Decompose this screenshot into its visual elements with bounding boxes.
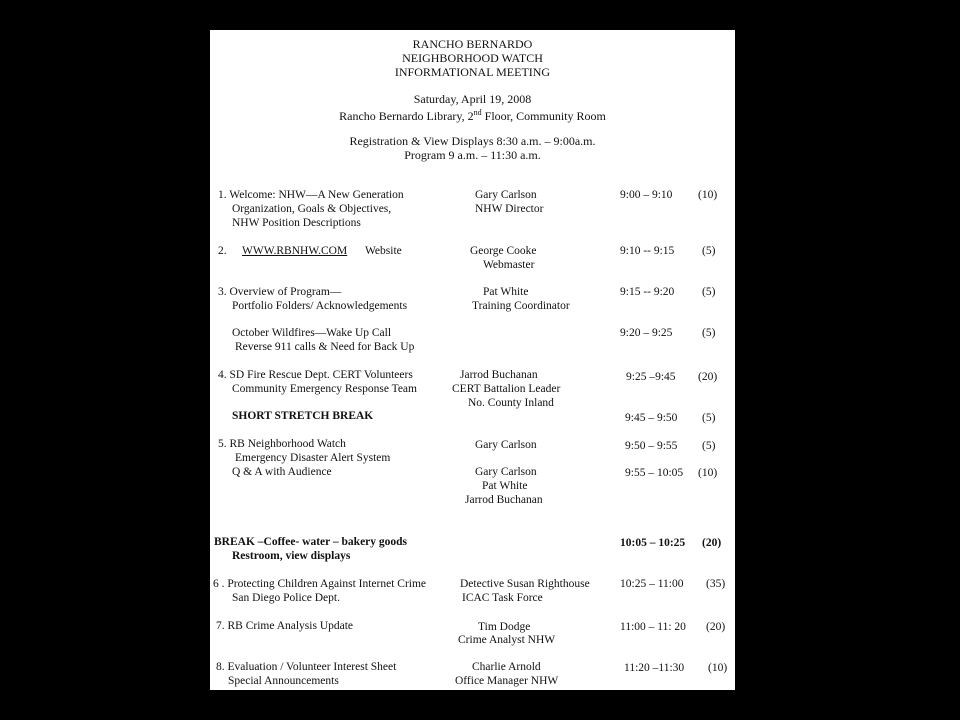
item-4-presenter: Jarrod Buchanan xyxy=(460,369,538,381)
program-line: Program 9 a.m. – 11:30 a.m. xyxy=(404,148,541,162)
item-6-presenter: Detective Susan Righthouse xyxy=(460,578,590,590)
qa-presenter-1: Gary Carlson xyxy=(475,466,537,478)
item-5-presenter: Gary Carlson xyxy=(475,439,537,451)
item-3-time: 9:15 -- 9:20 xyxy=(620,286,675,298)
item-5-title: 5. RB Neighborhood Watch xyxy=(218,438,346,450)
item-5-duration: (5) xyxy=(702,440,716,452)
item-1-title: 1. Welcome: NHW—A New Generation xyxy=(218,189,404,201)
item-8-time: 11:20 –11:30 xyxy=(624,662,685,674)
item-8-title: 8. Evaluation / Volunteer Interest Sheet xyxy=(216,661,397,673)
item-7-title: 7. RB Crime Analysis Update xyxy=(216,620,354,632)
wildfires-duration: (5) xyxy=(702,327,716,339)
venue-pre: Rancho Bernardo Library, 2 xyxy=(339,109,474,123)
item-1-time: 9:00 – 9:10 xyxy=(620,189,673,201)
item-3-presenter: Pat White xyxy=(483,286,529,298)
item-5-time: 9:50 – 9:55 xyxy=(625,440,678,452)
item-3-duration: (5) xyxy=(702,286,716,298)
item-2-title: Website xyxy=(365,245,402,257)
meeting-date: Saturday, April 19, 2008 xyxy=(413,92,532,106)
item-8-presenter-role: Office Manager NHW xyxy=(455,675,559,687)
item-4-duration: (20) xyxy=(698,371,718,383)
registration-line: Registration & View Displays 8:30 a.m. – 9:00a.m. xyxy=(349,134,596,148)
item-4-presenter-role: CERT Battalion Leader xyxy=(452,383,561,395)
wildfires-title: October Wildfires—Wake Up Call xyxy=(232,327,392,339)
stretch-break-duration: (5) xyxy=(702,412,716,424)
item-2-number: 2. xyxy=(218,245,227,257)
item-2-duration: (5) xyxy=(702,245,716,257)
item-8-line-2: Special Announcements xyxy=(228,675,339,687)
item-6-presenter-role: ICAC Task Force xyxy=(462,592,543,604)
item-3-title: 3. Overview of Program— xyxy=(218,286,342,298)
title-line-2: NEIGHBORHOOD WATCH xyxy=(402,51,543,65)
item-1-line-3: NHW Position Descriptions xyxy=(232,217,361,229)
item-6-duration: (35) xyxy=(706,578,726,590)
qa-duration: (10) xyxy=(698,467,718,479)
item-1-presenter: Gary Carlson xyxy=(475,189,537,201)
qa-title: Q & A with Audience xyxy=(232,466,332,478)
item-7-duration: (20) xyxy=(706,621,726,633)
item-5-line-2: Emergency Disaster Alert System xyxy=(235,452,391,464)
website-link[interactable]: WWW.RBNHW.COM xyxy=(242,245,348,257)
item-2-presenter: George Cooke xyxy=(470,245,537,257)
venue-post: Floor, Community Room xyxy=(481,109,606,123)
qa-presenter-2: Pat White xyxy=(482,480,528,492)
title-line-1: RANCHO BERNARDO xyxy=(412,37,533,51)
item-1-duration: (10) xyxy=(698,189,718,201)
wildfires-time: 9:20 – 9:25 xyxy=(620,327,673,339)
item-8-duration: (10) xyxy=(708,662,728,674)
wildfires-line-2: Reverse 911 calls & Need for Back Up xyxy=(235,341,415,353)
item-7-presenter: Tim Dodge xyxy=(478,621,531,633)
item-3-line-2: Portfolio Folders/ Acknowledgements xyxy=(232,300,408,312)
item-4-title: 4. SD Fire Rescue Dept. CERT Volunteers xyxy=(218,369,413,381)
item-8-presenter: Charlie Arnold xyxy=(472,661,541,673)
break-duration: (20) xyxy=(702,537,722,549)
item-7-presenter-role: Crime Analyst NHW xyxy=(458,634,556,646)
item-2-time: 9:10 -- 9:15 xyxy=(620,245,675,257)
item-1-presenter-role: NHW Director xyxy=(475,203,544,215)
meeting-venue xyxy=(210,106,735,123)
item-6-title: 6 . Protecting Children Against Internet Crime xyxy=(213,578,427,590)
item-6-line-2: San Diego Police Dept. xyxy=(232,592,340,604)
break-time: 10:05 – 10:25 xyxy=(620,537,686,549)
item-4-time: 9:25 –9:45 xyxy=(626,371,676,383)
break-title: BREAK –Coffee- water – bakery goods xyxy=(214,536,408,548)
item-7-time: 11:00 – 11: 20 xyxy=(620,621,686,633)
item-2-presenter-role: Webmaster xyxy=(483,259,535,271)
qa-time: 9:55 – 10:05 xyxy=(625,467,684,479)
qa-presenter-3: Jarrod Buchanan xyxy=(465,494,543,506)
item-6-time: 10:25 – 11:00 xyxy=(620,578,684,590)
title-line-3: INFORMATIONAL MEETING xyxy=(394,65,551,79)
stretch-break-title: SHORT STRETCH BREAK xyxy=(232,410,374,422)
item-4-presenter-area: No. County Inland xyxy=(468,397,554,409)
break-line-2: Restroom, view displays xyxy=(232,550,351,562)
item-3-presenter-role: Training Coordinator xyxy=(472,300,570,312)
item-4-line-2: Community Emergency Response Team xyxy=(232,383,417,395)
venue-sup: nd xyxy=(473,108,482,117)
agenda-page xyxy=(210,30,735,690)
stretch-break-time: 9:45 – 9:50 xyxy=(625,412,678,424)
item-1-line-2: Organization, Goals & Objectives, xyxy=(232,203,392,215)
